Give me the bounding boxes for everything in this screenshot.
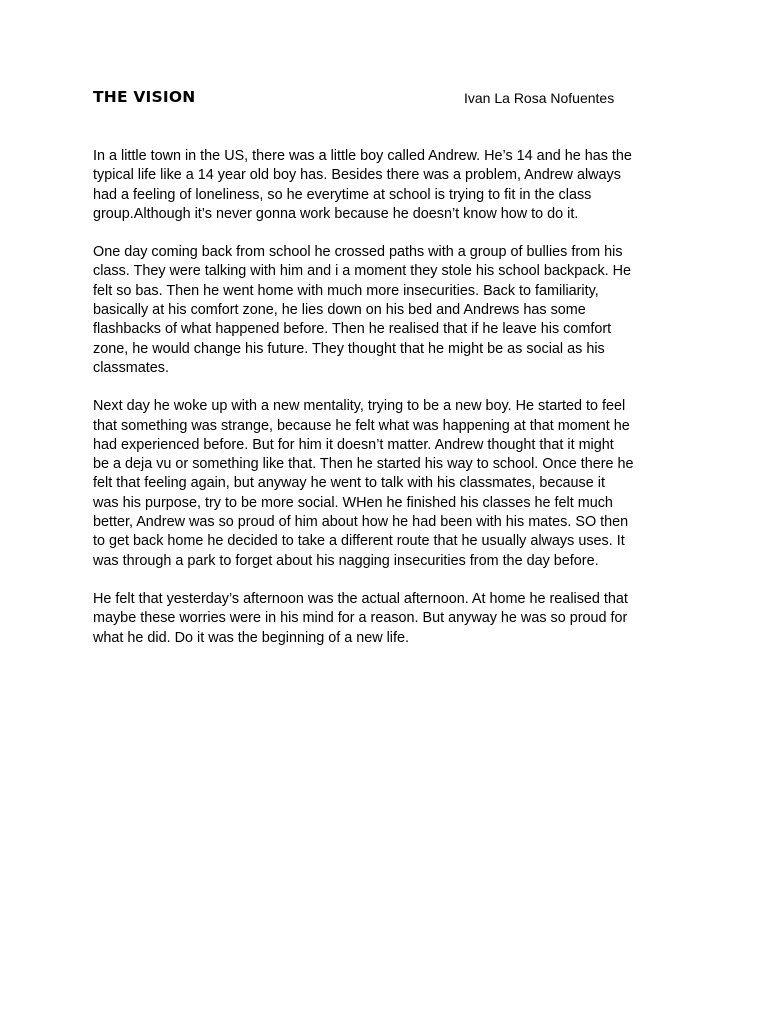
paragraph-line: be a deja vu or something like that. Then he started his way to school. Once there he [93,456,634,473]
paragraph-line: He felt that yesterday’s afternoon was the actual afternoon. At home he realised that [93,590,628,607]
paragraph-line: flashbacks of what happened before. Then he realised that if he leave his comfort [93,321,612,338]
paragraph-line: was his purpose, try to be more social. WHen he finished his classes he felt much [93,494,613,511]
paragraph-line: what he did. Do it was the beginning of a new life. [93,629,409,646]
paragraph-line: basically at his comfort zone, he lies down on his bed and Andrews has some [93,302,586,319]
story-body [93,147,683,667]
paragraph-3 [93,397,683,571]
paragraph-line: felt that feeling again, but anyway he went to talk with his classmates, because it [93,475,605,492]
paragraph-line: better, Andrew was so proud of him about how he had been with his mates. SO then [93,514,629,531]
paragraph-line: One day coming back from school he crossed paths with a group of bullies from his [93,244,623,261]
paragraph-line: Next day he woke up with a new mentality, trying to be a new boy. He started to feel [93,398,626,415]
paragraph-line: to get back home he decided to take a different route that he usually always uses. It [93,533,625,550]
paragraph-line: zone, he would change his future. They thought that he might be as social as his [93,340,605,357]
paragraph-line: typical life like a 14 year old boy has. Besides there was a problem, Andrew always [93,167,621,184]
paragraph-line: was through a park to forget about his nagging insecurities from the day before. [93,552,599,569]
paragraph-line: had experienced before. But for him it doesn’t matter. Andrew thought that it might [93,436,614,453]
paragraph-2 [93,243,683,378]
paragraph-line: felt so bas. Then he went home with much more insecurities. Back to familiarity, [93,282,599,299]
paragraph-line: that something was strange, because he felt what was happening at that moment he [93,417,630,434]
author-name: Ivan La Rosa Nofuentes [464,90,615,106]
paragraph-line: class. They were talking with him and i a moment they stole his school backpack. He [93,263,632,280]
paragraph-line: In a little town in the US, there was a little boy called Andrew. He’s 14 and he has the [93,148,632,164]
paragraph-line: maybe these worries were in his mind for a reason. But anyway he was so proud for [93,610,628,627]
paragraph-4 [93,590,683,648]
paragraph-1 [93,147,683,224]
paragraph-line: group.Although it’s never gonna work because he doesn’t know how to do it. [93,205,579,222]
paragraph-line: had a feeling of loneliness, so he everytime at school is trying to fit in the class [93,186,592,203]
paragraph-line: classmates. [93,359,169,376]
document-title: THE VISION [93,88,196,106]
